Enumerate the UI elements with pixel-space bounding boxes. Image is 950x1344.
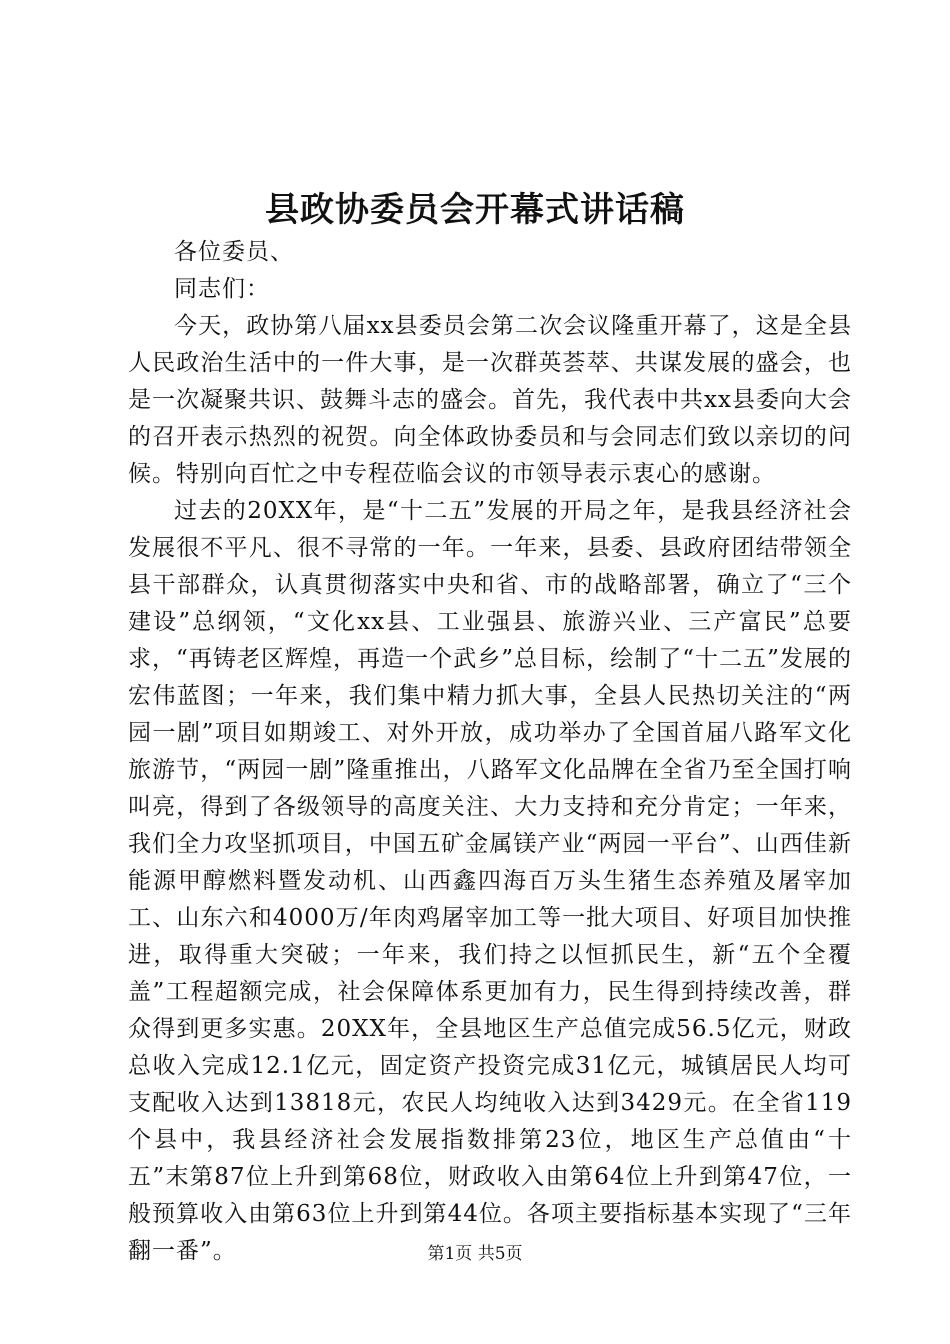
body-paragraph: 过去的20XX年，是“十二五”发展的开局之年，是我县经济社会发展很不平凡、很不寻常的一年。一年来，县委、县政府团结带领全县干部群众，认真贯彻落实中央和省、市的战略部署，确立了“三个建设”总纲领，“文化xx县、工业强县、旅游兴业、三产富民”总要求，“再铸老区辉煌，再造一个武乡”总目标，绘制了“十二五”发展的宏伟蓝图；一年来，我们集中精力抓大事，全县人民热切关注的“两园一剧”项目如期竣工、对外开放，成功举办了全国首届八路军文化旅游节，“两园一剧”隆重推出，八路军文化品牌在全省乃至全国打响叫亮，得到了各级领导的高度关注、大力支持和充分肯定；一年来，我们全力攻坚抓项目，中国五矿金属镁产业“两园一平台”、山西佳新能源甲醇燃料暨发动机、山西鑫四海百万头生猪生态养殖及屠宰加工、山东六和4000万/年肉鸡屠宰加工等一批大项目、好项目加快推进，取得重大突破；一年来，我们持之以恒抓民生，新“五个全覆盖”工程超额完成，社会保障体系更加有力，民生得到持续改善，群众得到更多实惠。20XX年，全县地区生产总值完成56.5亿元，财政总收入完成12.1亿元，固定资产投资完成31亿元，城镇居民人均可支配收入达到13818元，农民人均纯收入达到3429元。在全省119个县中，我县经济社会发展指数排第23位，地区生产总值由“十五”末第87位上升到第68位，财政收入由第64位上升到第47位，一般预算收入由第63位上升到第44位。各项主要指标基本实现了“三年翻一番”。 (128, 498, 852, 1264)
salutation-line: 各位委员、 (174, 239, 294, 265)
body-paragraph: 今天，政协第八届xx县委员会第二次会议隆重开幕了，这是全县人民政治生活中的一件大事，是一次群英荟萃、共谋发展的盛会，也是一次凝聚共识、鼓舞斗志的盛会。首先，我代表中共xx县委向大会的召开表示热烈的祝贺。向全体政协委员和与会同志们致以亲切的问候。特别向百忙之中专程莅临会议的市领导表示衷心的感谢。 (128, 313, 852, 487)
page-footer: 第1页 共5页 (427, 1244, 523, 1264)
document-title: 县政协委员会开幕式讲话稿 (265, 190, 685, 230)
salutation-line: 同志们： (174, 276, 270, 302)
document-body (128, 234, 852, 1270)
